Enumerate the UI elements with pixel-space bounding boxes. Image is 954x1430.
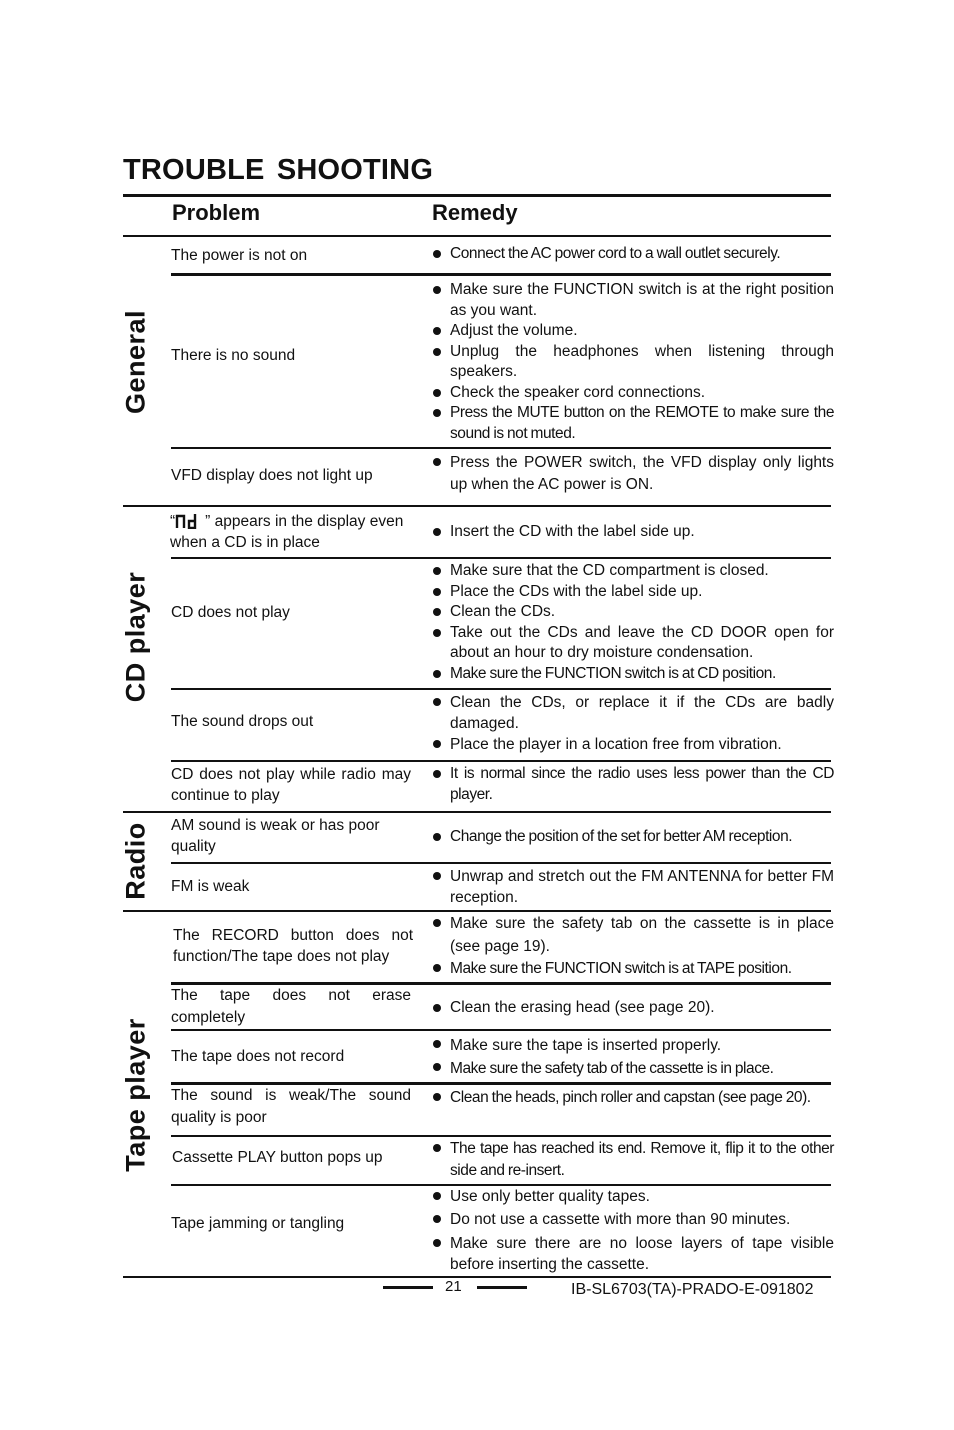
- remedy-list: [432, 1138, 834, 1182]
- remedy-item: Change the position of the set for better AM reception.: [432, 827, 834, 848]
- problem-text: There is no sound: [171, 347, 296, 364]
- problem-text: The sound is weak/The sound quality is poor: [171, 1087, 411, 1126]
- remedy-list: [432, 998, 834, 1019]
- remedy-item: Clean the erasing head (see page 20).: [432, 998, 834, 1019]
- row-divider: [171, 447, 831, 449]
- remedy-list: [432, 561, 834, 684]
- remedy-item: Check the speaker cord connections.: [432, 383, 834, 404]
- remedy-item: Do not use a cassette with more than 90 minutes.: [432, 1209, 834, 1230]
- row-divider: [171, 273, 831, 276]
- remedy-item: Place the player in a location free from vibration.: [432, 734, 834, 755]
- problem-text: Tape jamming or tangling: [171, 1215, 345, 1232]
- remedy-item: Make sure the FUNCTION switch is at CD position.: [432, 664, 834, 685]
- remedy-item: Press the POWER switch, the VFD display only lights up when the AC power is ON.: [432, 452, 834, 496]
- remedy-item: Make sure that the CD compartment is closed.: [432, 561, 834, 582]
- section-divider: [123, 811, 831, 813]
- remedy-item: It is normal since the radio uses less power than the CD player.: [432, 764, 834, 805]
- problem-text: Cassette PLAY button pops up: [172, 1149, 383, 1166]
- footer-rule-right: [477, 1286, 527, 1289]
- row-divider: [171, 557, 831, 559]
- remedy-list: [432, 280, 834, 444]
- title-rule: [123, 194, 831, 197]
- document-id: IB-SL6703(TA)-PRADO-E-091802: [571, 1281, 814, 1298]
- remedy-item: Make sure the safety tab of the cassette is in place.: [432, 1057, 834, 1080]
- remedy-list: [432, 1034, 834, 1080]
- remedy-list: [432, 866, 834, 908]
- problem-text: The RECORD button does not function/The tape does not play: [173, 927, 413, 965]
- remedy-item: Clean the heads, pinch roller and capstan (see page 20).: [432, 1087, 834, 1109]
- remedy-item: The tape has reached its end. Remove it, flip it to the other side and re-insert.: [432, 1138, 834, 1182]
- remedy-item: Adjust the volume.: [432, 321, 834, 342]
- row-divider: [171, 1135, 831, 1137]
- table-bottom-rule: [123, 1276, 831, 1278]
- remedy-item: Make sure the FUNCTION switch is at the right position as you want.: [432, 280, 834, 321]
- remedy-list: [432, 913, 834, 981]
- header-rule: [123, 235, 831, 237]
- problem-text: The power is not on: [171, 247, 308, 264]
- remedy-item: Make sure there are no loose layers of tape visible before inserting the cassette.: [432, 1233, 834, 1275]
- remedy-item: Insert the CD with the label side up.: [432, 522, 834, 543]
- remedy-item: Make sure the safety tab on the cassette is in place (see page 19).: [432, 913, 834, 958]
- section-divider: [123, 910, 831, 912]
- remedy-list: [432, 1087, 834, 1109]
- row-divider: [171, 760, 831, 762]
- remedy-list: [432, 244, 834, 265]
- problem-text: CD does not play while radio may continue to play: [171, 766, 411, 804]
- footer-rule-left: [383, 1286, 433, 1289]
- remedy-list: [432, 827, 834, 848]
- remedy-column-header: Remedy: [432, 200, 518, 225]
- display-no-segment-icon: [175, 513, 205, 529]
- row-divider: [171, 1029, 831, 1031]
- problem-text: CD does not play: [171, 604, 290, 621]
- problem-text: “ ” appears in the display even when a CD is in place: [170, 513, 404, 551]
- remedy-item: Clean the CDs.: [432, 602, 834, 623]
- row-divider: [171, 862, 831, 864]
- problem-text: AM sound is weak or has poor quality: [171, 817, 380, 855]
- remedy-item: Take out the CDs and leave the CD DOOR open for about an hour to dry moisture condensation.: [432, 623, 834, 664]
- remedy-list: [432, 522, 834, 543]
- problem-column-header: Problem: [172, 200, 261, 225]
- remedy-list: [432, 692, 834, 755]
- problem-text: VFD display does not light up: [171, 467, 373, 484]
- problem-text: FM is weak: [171, 878, 250, 895]
- remedy-item: Use only better quality tapes.: [432, 1186, 834, 1207]
- remedy-list: [432, 1186, 834, 1275]
- remedy-item: Clean the CDs, or replace it if the CDs are badly damaged.: [432, 692, 834, 734]
- remedy-item: Connect the AC power cord to a wall outlet securely.: [432, 244, 834, 265]
- page-number: 21: [445, 1278, 462, 1295]
- remedy-item: Press the MUTE button on the REMOTE to make sure the sound is not muted.: [432, 403, 834, 444]
- remedy-item: Unwrap and stretch out the FM ANTENNA for better FM reception.: [432, 866, 834, 908]
- remedy-list: [432, 452, 834, 496]
- remedy-item: Unplug the headphones when listening through speakers.: [432, 342, 834, 383]
- row-divider: [171, 688, 831, 690]
- section-divider: [123, 505, 831, 507]
- remedy-list: [432, 764, 834, 805]
- remedy-item: Place the CDs with the label side up.: [432, 582, 834, 603]
- remedy-item: Make sure the tape is inserted properly.: [432, 1034, 834, 1057]
- problem-text: The tape does not record: [171, 1048, 345, 1065]
- remedy-item: Make sure the FUNCTION switch is at TAPE position.: [432, 958, 834, 981]
- problem-text: The sound drops out: [171, 713, 314, 730]
- page-title: TROUBLE SHOOTING: [123, 154, 434, 186]
- problem-text: The tape does not erase completely: [171, 987, 411, 1026]
